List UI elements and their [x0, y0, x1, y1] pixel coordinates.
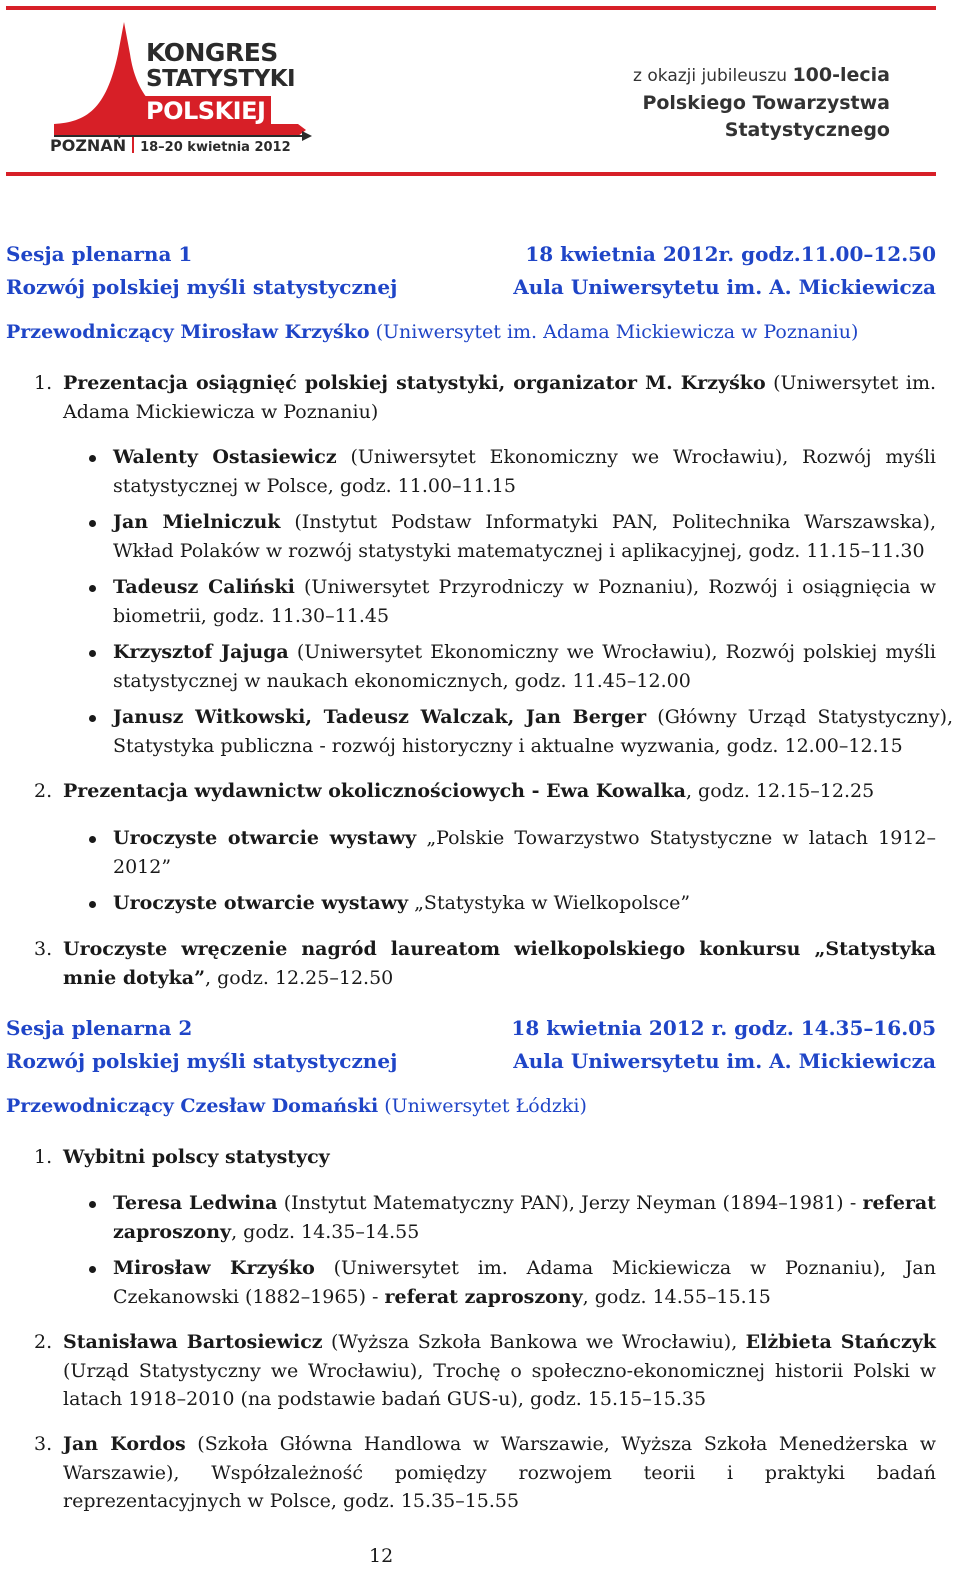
- s1-item2-text: [63, 777, 936, 806]
- s2-talk-2-mid: (Uniwersytet im. Adama Mickiewicza w Poznaniu), Jan Czekanowski (1882–1965) -: [113, 1257, 936, 1308]
- top-red-rule: [6, 6, 936, 10]
- session2-datetime: 18 kwietnia 2012 r. godz. 14.35–16.05: [511, 1016, 936, 1040]
- bullet-icon: [89, 650, 96, 657]
- jubilee-line-1: [633, 62, 890, 90]
- s2-talk-2: [113, 1254, 936, 1311]
- s2-item1-number: 1.: [34, 1146, 53, 1168]
- page-number: 12: [369, 1545, 394, 1567]
- s1-talk-3-rest: (Uniwersytet Przyrodniczy w Poznaniu), Rozwój i osiągnięcia w biometrii, godz. 11.30–11.45: [113, 576, 936, 627]
- s1-exhibit-1-rest: „Polskie Towarzystwo Statystyczne w latach 1912–2012”: [113, 827, 936, 878]
- session1-chair-affil: (Uniwersytet im. Adama Mickiewicza w Poznaniu): [375, 321, 859, 343]
- s1-talk-3: [113, 573, 936, 630]
- bullet-icon: [89, 585, 96, 592]
- s2-item2-rest: (Urząd Statystyczny we Wrocławiu), Trochę o społeczno-ekonomicznej historii Polski w latach 1918–2010 (na podstawie badań GUS-u), godz. 15.15–15.35: [63, 1359, 936, 1410]
- s2-talk-1: [113, 1189, 936, 1246]
- s2-talk-2-tag: referat zaproszony: [384, 1285, 583, 1308]
- s1-exhibit-2: [113, 889, 936, 918]
- s1-item3-rest: , godz. 12.25–12.50: [205, 966, 394, 989]
- s2-item3-name: Jan Kordos: [63, 1433, 186, 1455]
- session1-chair: [6, 318, 858, 346]
- s2-item3-text: [63, 1430, 936, 1516]
- bottom-red-rule: [6, 172, 936, 176]
- session1-title: Sesja plenarna 1: [6, 242, 193, 266]
- jubilee-line-2: Polskiego Towarzystwa: [642, 92, 890, 114]
- session2-chair-affil: (Uniwersytet Łódzki): [384, 1095, 587, 1117]
- s1-item3-text: [63, 935, 936, 992]
- s1-talk-4-name: Krzysztof Jajuga: [113, 641, 289, 663]
- s1-item2-number: 2.: [34, 780, 53, 802]
- s2-item3-rest: (Szkoła Główna Handlowa w Warszawie, Wyższa Szkoła Menedżerska w Warszawie), Współzależność pomiędzy rozwojem teorii i praktyki badań reprezentacyjnych w Polsce, godz. 15.35–15.55: [63, 1433, 936, 1512]
- logo-line-statystyki: STATYSTYKI: [146, 66, 296, 92]
- s1-item1-number: 1.: [34, 372, 53, 394]
- s1-item1-text: [63, 369, 936, 426]
- bullet-icon: [89, 455, 96, 462]
- s1-talk-1: [113, 443, 936, 500]
- bullet-icon: [89, 1266, 96, 1273]
- s1-talk-2: [113, 508, 936, 565]
- s2-item2-number: 2.: [34, 1331, 53, 1353]
- session1-chair-label: Przewodniczący Mirosław Krzyśko: [6, 321, 370, 343]
- s1-item3-title: Uroczyste wręczenie nagród laureatom wielkopolskiego konkursu „Statystyka mnie dotyka”: [63, 938, 936, 989]
- s1-item2-title: Prezentacja wydawnictw okolicznościowych - Ewa Kowalka: [63, 780, 686, 802]
- jubilee-100-lecia: 100-lecia: [792, 64, 890, 86]
- s2-talk-1-mid: (Instytut Matematyczny PAN), Jerzy Neyman (1894–1981) -: [283, 1192, 857, 1214]
- session2-chair-label: Przewodniczący Czesław Domański: [6, 1095, 379, 1117]
- session2-title: Sesja plenarna 2: [6, 1016, 193, 1040]
- bullet-icon: [89, 1201, 96, 1208]
- session1-datetime: 18 kwietnia 2012r. godz.11.00–12.50: [525, 242, 936, 266]
- s2-talk-2-end: , godz. 14.55–15.15: [582, 1285, 771, 1308]
- s2-talk-1-end: , godz. 14.35–14.55: [231, 1220, 420, 1243]
- bullet-icon: [89, 836, 96, 843]
- session2-theme: Rozwój polskiej myśli statystycznej: [6, 1049, 398, 1073]
- session1-venue: Aula Uniwersytetu im. A. Mickiewicza: [513, 275, 936, 299]
- s2-item2-name1: Stanisława Bartosiewicz: [63, 1331, 323, 1353]
- s1-talk-4-rest: (Uniwersytet Ekonomiczny we Wrocławiu), Rozwój polskiej myśli statystycznej w naukach ekonomicznych, godz. 11.45–12.00: [113, 641, 937, 692]
- logo-city: POZNAŃ: [50, 136, 127, 155]
- s1-talk-5-rest: (Główny Urząd Statystyczny), Statystyka publiczna - rozwój historyczny i aktualne wyzwania, godz. 12.00–12.15: [113, 706, 954, 757]
- s1-talk-1-rest: (Uniwersytet Ekonomiczny we Wrocławiu), Rozwój myśli statystycznej w Polsce, godz. 11.00–11.15: [113, 446, 936, 497]
- logo-separator: [132, 137, 134, 153]
- s2-talk-1-name: Teresa Ledwina: [113, 1192, 278, 1214]
- logo-line-kongres: KONGRES: [146, 38, 278, 67]
- s2-item3-number: 3.: [34, 1433, 53, 1455]
- s1-talk-5: [113, 703, 953, 760]
- s2-talk-2-name: Mirosław Krzyśko: [113, 1257, 315, 1279]
- s1-talk-3-name: Tadeusz Caliński: [113, 576, 295, 598]
- logo-city-dates: [50, 136, 291, 155]
- s1-exhibit-2-label: Uroczyste otwarcie wystawy: [113, 892, 409, 914]
- s1-item3-number: 3.: [34, 938, 53, 960]
- session2-venue: Aula Uniwersytetu im. A. Mickiewicza: [513, 1049, 936, 1073]
- s1-talk-1-name: Walenty Ostasiewicz: [113, 446, 337, 468]
- s2-item2-mid: (Wyższa Szkoła Bankowa we Wrocławiu),: [330, 1331, 738, 1353]
- bullet-icon: [89, 715, 96, 722]
- s1-exhibit-2-rest: „Statystyka w Wielkopolsce”: [414, 892, 691, 914]
- s2-talk-1-tag: referat zaproszony: [113, 1192, 937, 1243]
- s1-talk-2-rest: (Instytut Podstaw Informatyki PAN, Politechnika Warszawska), Wkład Polaków w rozwój statystyki matematycznej i aplikacyjnej, godz. 11.15–11.30: [113, 511, 936, 562]
- session2-chair: [6, 1092, 587, 1120]
- s2-item2-name2: Elżbieta Stańczyk: [745, 1331, 936, 1353]
- session1-theme: Rozwój polskiej myśli statystycznej: [6, 275, 398, 299]
- s1-talk-4: [113, 638, 936, 695]
- jubilee-pre: z okazji jubileuszu: [633, 66, 788, 86]
- bullet-icon: [89, 901, 96, 908]
- s1-item1-rest: (Uniwersytet im. Adama Mickiewicza w Poznaniu): [63, 372, 936, 423]
- s1-exhibit-1: [113, 824, 936, 881]
- logo-dates: 18–20 kwietnia 2012: [140, 140, 291, 155]
- s1-item1-title: Prezentacja osiągnięć polskiej statystyki, organizator M. Krzyśko: [63, 372, 766, 394]
- logo-line-polskiej: POLSKIEJ: [140, 96, 271, 127]
- s1-talk-2-name: Jan Mielniczuk: [113, 511, 281, 533]
- s1-talk-5-name: Janusz Witkowski, Tadeusz Walczak, Jan Berger: [113, 706, 647, 728]
- s2-item1-title: Wybitni polscy statystycy: [63, 1146, 330, 1168]
- s2-item2-text: [63, 1328, 936, 1414]
- jubilee-caption: [633, 62, 890, 144]
- congress-logo: [46, 14, 316, 164]
- bullet-icon: [89, 520, 96, 527]
- s1-exhibit-1-label: Uroczyste otwarcie wystawy: [113, 827, 417, 849]
- jubilee-line-3: Statystycznego: [724, 119, 890, 141]
- s1-item2-rest: , godz. 12.15–12.25: [685, 780, 875, 802]
